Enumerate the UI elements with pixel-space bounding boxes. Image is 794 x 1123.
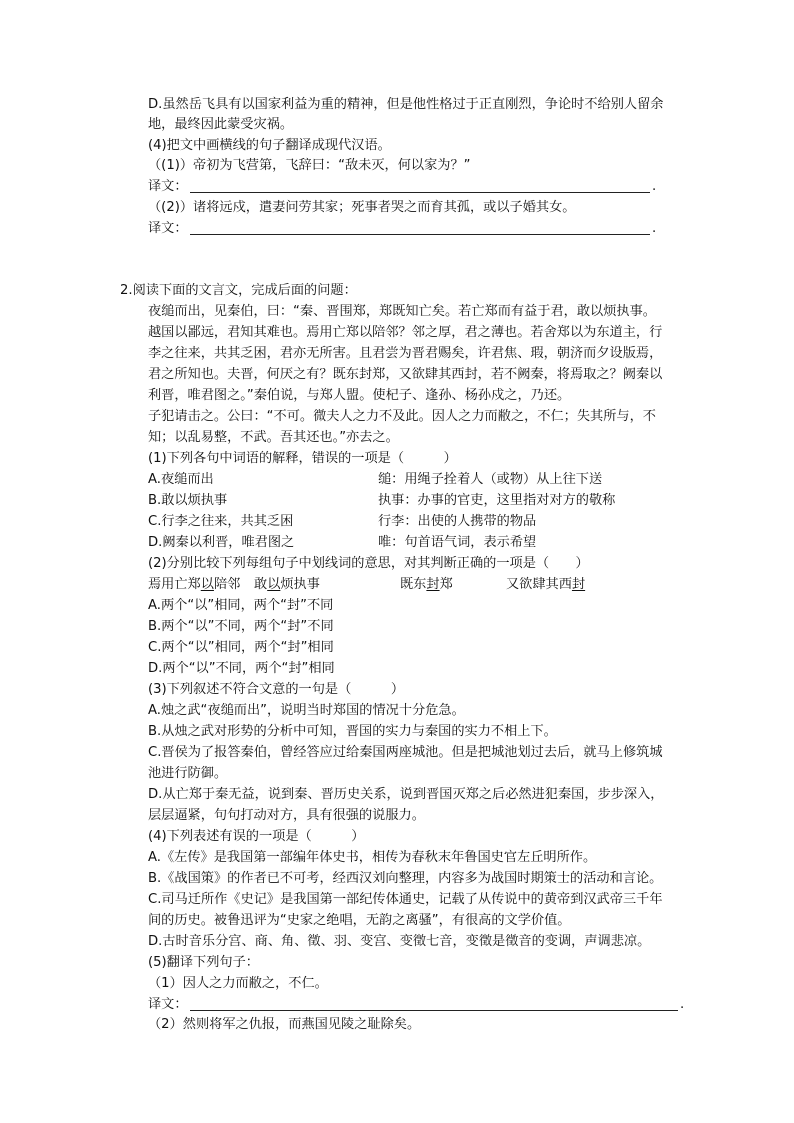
q1-option-a-gloss: 缒：用绳子拴着人（或物）从上往下送 — [378, 472, 603, 487]
q4-stem: (4)下列表述有误的一项是（ ） — [148, 829, 365, 844]
q1-option-a: A.夜缒而出 — [148, 472, 214, 487]
q2-phrase-1: 焉用亡郑以陪邻 — [148, 577, 241, 592]
q2-phrase-2: 敢以烦执事 — [254, 577, 320, 592]
translate-sentence-2: （(2)）诸将远戍，遣妻问劳其家；死事者哭之而育其孤，或以子婚其女。 — [148, 200, 576, 215]
q3-line-4: 池进行防御。 — [148, 766, 228, 781]
q2-stem: (2)分别比较下列每组句子中划线词的意思，对其判断正确的一项是（ ） — [148, 556, 589, 571]
answer-label-2: 译文： — [148, 221, 188, 236]
passage-line-2: 越国以鄙远，君知其难也。焉用亡郑以陪邻？邻之厚，君之薄也。若舍郑以为东道主，行 — [148, 325, 663, 340]
q4-line-1: A.《左传》是我国第一部编年体史书，相传为春秋末年鲁国史官左丘明所作。 — [148, 850, 597, 865]
passage-line-1: 夜缒而出，见秦伯，曰：“秦、晋围郑，郑既知亡矣。若亡郑而有益于君，敢以烦执事。 — [148, 304, 656, 319]
q2-option-a: A.两个“以”相同，两个“封”不同 — [148, 598, 334, 613]
passage-line-3: 李之往来，共其乏困，君亦无所害。且君尝为晋君赐矣，许君焦、瑕，朝济而夕设版焉， — [148, 346, 663, 361]
option-d-line-2: 地，最终因此蒙受灾祸。 — [148, 117, 294, 132]
q5-answer-label: 译文： — [148, 997, 188, 1012]
q3-stem: (3)下列叙述不符合文意的一句是（ ） — [148, 682, 405, 697]
answer-end-mark-2: . — [652, 221, 657, 236]
q1-option-b: B.敢以烦执事 — [148, 493, 228, 508]
q5-answer-end-mark: . — [680, 997, 685, 1012]
q3-line-3: C.晋侯为了报答秦伯，曾经答应过给秦国两座城池。但是把城池划过去后，就马上修筑城 — [148, 745, 663, 760]
q5-answer-blank[interactable] — [190, 996, 678, 1016]
q2-option-d: D.两个“以”不同，两个“封”相同 — [148, 661, 335, 676]
translate-sentence-1: （(1)）帝初为飞营第，飞辞曰：“敌未灭，何以家为？” — [148, 158, 471, 173]
q3-line-5: D.从亡郑于秦无益，说到秦、晋历史关系，说到晋国灭郑之后必然进犯秦国，步步深入， — [148, 787, 664, 802]
question-4-stem: (4)把文中画横线的句子翻译成现代汉语。 — [148, 138, 391, 153]
q2-phrase-4: 又欲肆其西封 — [506, 577, 586, 592]
q1-option-c: C.行李之往来，共其乏困 — [148, 514, 294, 529]
q3-line-6: 层层逼紧，句句打动对方，具有很强的说服力。 — [148, 808, 425, 823]
answer-blank-2[interactable] — [190, 220, 650, 240]
question-2-heading: 2.阅读下面的文言文，完成后面的问题： — [120, 283, 357, 298]
q5-sentence-1: （1）因人之力而敝之，不仁。 — [148, 976, 328, 991]
q5-stem: (5)翻译下列句子： — [148, 955, 259, 970]
passage-line-4: 君之所知也。夫晋，何厌之有？既东封郑，又欲肆其西封，若不阙秦，将焉取之？阙秦以 — [148, 367, 663, 382]
passage-line-6: 子犯请击之。公曰：“不可。微夫人之力不及此。因人之力而敝之，不仁；失其所与，不 — [148, 409, 656, 424]
q1-option-c-gloss: 行李：出使的人携带的物品 — [378, 514, 537, 529]
q2-phrase-3: 既东封郑 — [400, 577, 453, 592]
q2-option-c: C.两个“以”相同，两个“封”相同 — [148, 640, 334, 655]
q3-line-2: B.从烛之武对形势的分析中可知，晋国的实力与秦国的实力不相上下。 — [148, 724, 557, 739]
answer-label-1: 译文： — [148, 179, 188, 194]
q2-option-b: B.两个“以”不同，两个“封”不同 — [148, 619, 334, 634]
q3-line-1: A.烛之武“夜缒而出”，说明当时郑国的情况十分危急。 — [148, 703, 465, 718]
q4-line-5: D.古时音乐分宫、商、角、徵、羽、变宫、变徵七音，变徵是徵音的变调，声调悲凉。 — [148, 934, 651, 949]
option-d-line-1: D.虽然岳飞具有以国家利益为重的精神，但是他性格过于正直刚烈，争论时不给别人留余 — [148, 97, 664, 112]
q5-sentence-2: （2）然则将军之仇报，而燕国见陵之耻除矣。 — [148, 1017, 421, 1032]
passage-line-5: 利晋，唯君图之。”秦伯说，与郑人盟。使杞子、逢孙、杨孙戍之，乃还。 — [148, 388, 571, 403]
q1-stem: (1)下列各句中词语的解释，错误的一项是（ ） — [148, 451, 457, 466]
q1-option-b-gloss: 执事：办事的官吏，这里指对对方的敬称 — [378, 493, 616, 508]
passage-line-7: 知；以乱易整，不武。吾其还也。”亦去之。 — [148, 430, 399, 445]
answer-end-mark-1: . — [652, 179, 657, 194]
q1-option-d-gloss: 唯：句首语气词，表示希望 — [378, 535, 537, 550]
q4-line-2: B.《战国策》的作者已不可考，经西汉刘向整理，内容多为战国时期策士的活动和言论。 — [148, 871, 663, 886]
q1-option-d: D.阙秦以利晋，唯君图之 — [148, 535, 295, 550]
q4-line-4: 间的历史。被鲁迅评为“史家之绝唱，无韵之离骚”，有很高的文学价值。 — [148, 913, 571, 928]
answer-blank-1[interactable] — [190, 178, 650, 198]
q4-line-3: C.司马迁所作《史记》是我国第一部纪传体通史，记载了从传说中的黄帝到汉武帝三千年 — [148, 892, 663, 907]
